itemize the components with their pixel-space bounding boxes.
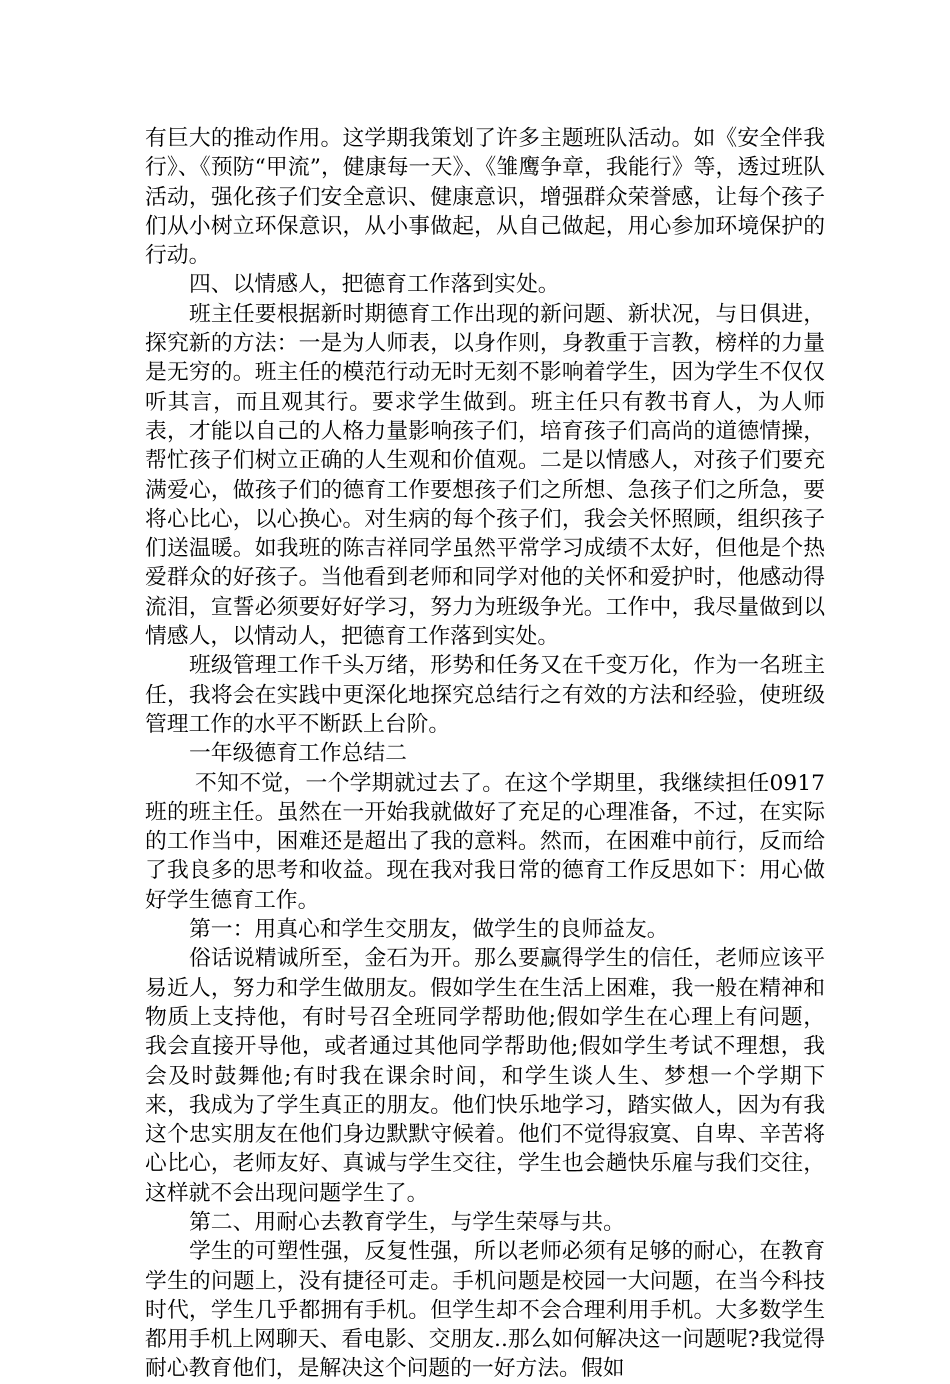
paragraph-body: 俗话说精诚所至，金石为开。那么要赢得学生的信任，老师应该平易近人，努力和学生做朋友。假如学生在生活上困难，我一般在精神和物质上支持他，有时号召全班同学帮助他;假如学生在心理上有问题，我会直接开导他，或者通过其他同学帮助他;假如学生考试不理想，我会及时鼓舞他;有时我在课余时间，和学生谈人生、梦想一个学期下来，我成为了学生真正的朋友。他们快乐地学习，踏实做人，因为有我这个忠实朋友在他们身边默默守候着。他们不觉得寂寞、自卑、辛苦将心比心，老师友好、真诚与学生交往，学生也会趟快乐雇与我们交往，这样就不会出现问题学生了。 [145,946,825,1206]
section-heading-first: 第一：用真心和学生交朋友，做学生的良师益友。 [189,917,669,943]
paragraph-body: 不知不觉，一个学期就过去了。在这个学期里，我继续担任0917班的班主任。虽然在一开始我就做好了充足的心理准备，不过，在实际的工作当中，困难还是超出了我的意料。然而，在困难中前行，反而给了我良多的思考和收益。现在我对我日常的德育工作反思如下：用心做好学生德育工作。 [145,770,825,913]
paragraph-continuation: 有巨大的推动作用。这学期我策划了许多主题班队活动。如《安全伴我行》、《预防“甲流”，健康每一天》、《雏鹰争章，我能行》等，透过班队活动，强化孩子们安全意识、健康意识，增强群众荣誉感，让每个孩子们从小树立环保意识，从小事做起，从自己做起，用心参加环境保护的行动。 [145,126,825,269]
document-subtitle: 一年级德育工作总结二 [189,741,407,767]
paragraph-body: 班主任要根据新时期德育工作出现的新问题、新状况，与日俱进，探究新的方法：一是为人师表，以身作则，身教重于言教，榜样的力量是无穷的。班主任的模范行动无时无刻不影响着学生，因为学生不仅仅听其言，而且观其行。要求学生做到。班主任只有教书育人，为人师表，才能以自己的人格力量影响孩子们，培育孩子们高尚的道德情操，帮忙孩子们树立正确的人生观和价值观。二是以情感人，对孩子们要充满爱心，做孩子们的德育工作要想孩子们之所想、急孩子们之所急，要将心比心，以心换心。对生病的每个孩子们，我会关怀照顾，组织孩子们送温暖。如我班的陈吉祥同学虽然平常学习成绩不太好，但他是个热爱群众的好孩子。当他看到老师和同学对他的关怀和爱护时，他感动得流泪，宣誓必须要好好学习，努力为班级争光。工作中，我尽量做到以情感人，以情动人，把德育工作落到实处。 [145,301,825,650]
paragraph-body: 班级管理工作千头万绪，形势和任务又在千变万化，作为一名班主任，我将会在实践中更深化地探究总结行之有效的方法和经验，使班级管理工作的水平不断跃上台阶。 [145,653,825,737]
section-heading-four: 四、以情感人，把德育工作落到实处。 [189,272,560,298]
section-heading-second: 第二、用耐心去教育学生，与学生荣辱与共。 [189,1209,625,1235]
paragraph-body: 学生的可塑性强，反复性强，所以老师必须有足够的耐心，在教育学生的问题上，没有捷径可走。手机问题是校园一大问题，在当今科技时代，学生几乎都拥有手机。但学生却不会合理利用手机。大多数学生都用手机上网聊天、看电影、交朋友..那么如何解决这一问题呢?我觉得耐心教育他们，是解决这个问题的一好方法。假如 [145,1239,825,1382]
document-body [145,124,825,1384]
